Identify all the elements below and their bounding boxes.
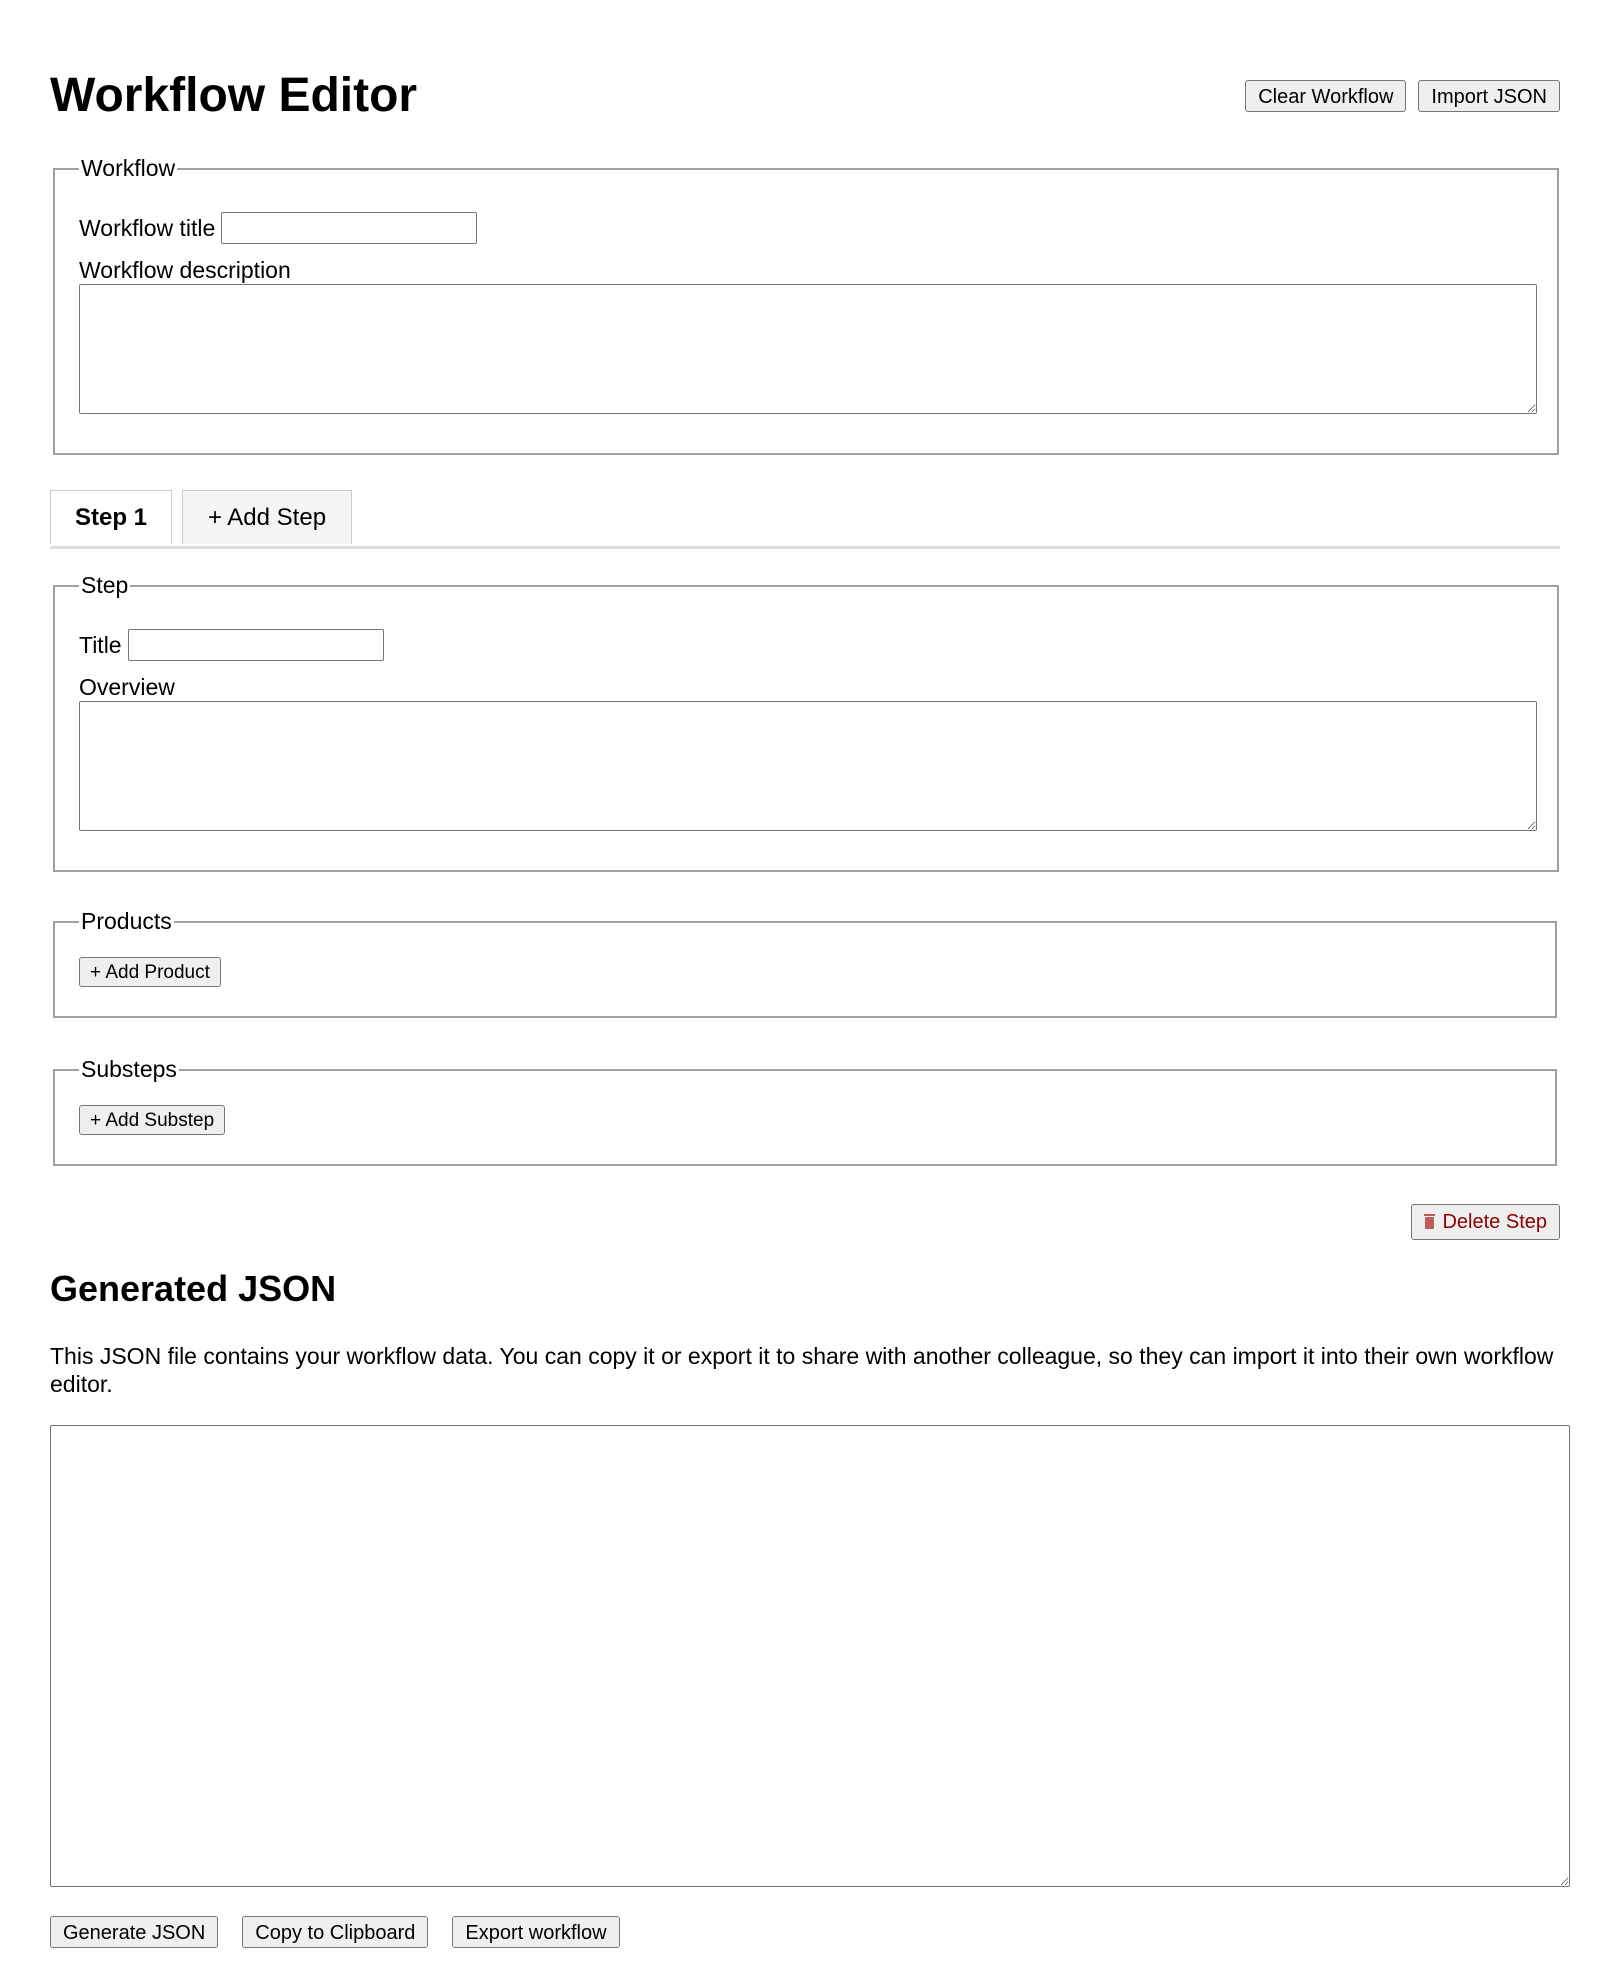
export-workflow-button[interactable]: Export workflow	[452, 1916, 619, 1948]
workflow-title-input[interactable]	[221, 212, 477, 244]
generate-json-button[interactable]: Generate JSON	[50, 1916, 218, 1948]
workflow-editor-page	[50, 0, 1560, 1944]
step-overview-textarea[interactable]	[79, 701, 1537, 831]
workflow-legend: Workflow	[81, 155, 176, 181]
trash-icon	[1424, 1214, 1436, 1230]
generated-json-description: This JSON file contains your workflow data. You can copy it or export it to share with another colleague, so they can import it into their own workflow editor.	[50, 1343, 1554, 1397]
workflow-description-textarea[interactable]	[79, 284, 1537, 414]
clear-workflow-button[interactable]: Clear Workflow	[1245, 80, 1406, 112]
add-product-button[interactable]: + Add Product	[79, 957, 221, 987]
workflow-fieldset	[53, 155, 1559, 455]
json-actions	[50, 1916, 620, 1948]
step-title-input[interactable]	[128, 629, 384, 661]
workflow-title-label: Workflow title	[79, 214, 216, 241]
generated-json-textarea[interactable]	[50, 1425, 1570, 1887]
add-substep-button[interactable]: + Add Substep	[79, 1105, 225, 1135]
step-title-label: Title	[79, 631, 122, 658]
tab-step-1[interactable]: Step 1	[50, 490, 172, 544]
delete-step-wrap	[1411, 1204, 1560, 1240]
header-actions	[1245, 80, 1560, 112]
step-tabs	[50, 490, 1560, 549]
products-legend: Products	[81, 908, 172, 934]
workflow-title-row	[79, 212, 1537, 244]
header	[50, 0, 1560, 150]
add-step-tab[interactable]: + Add Step	[182, 490, 352, 544]
substeps-legend: Substeps	[81, 1056, 177, 1082]
workflow-description-label: Workflow description	[79, 257, 291, 283]
generated-json-title: Generated JSON	[50, 1268, 337, 1309]
step-fieldset	[53, 572, 1559, 872]
page-title: Workflow Editor	[50, 69, 418, 122]
substeps-fieldset	[53, 1056, 1557, 1166]
products-fieldset	[53, 908, 1557, 1018]
step-title-row	[79, 629, 1537, 661]
copy-to-clipboard-button[interactable]: Copy to Clipboard	[242, 1916, 428, 1948]
step-legend: Step	[81, 572, 129, 598]
step-overview-label: Overview	[79, 674, 175, 700]
delete-step-button[interactable]	[1411, 1204, 1560, 1240]
import-json-button[interactable]: Import JSON	[1418, 80, 1560, 112]
delete-step-label: Delete Step	[1442, 1211, 1547, 1233]
